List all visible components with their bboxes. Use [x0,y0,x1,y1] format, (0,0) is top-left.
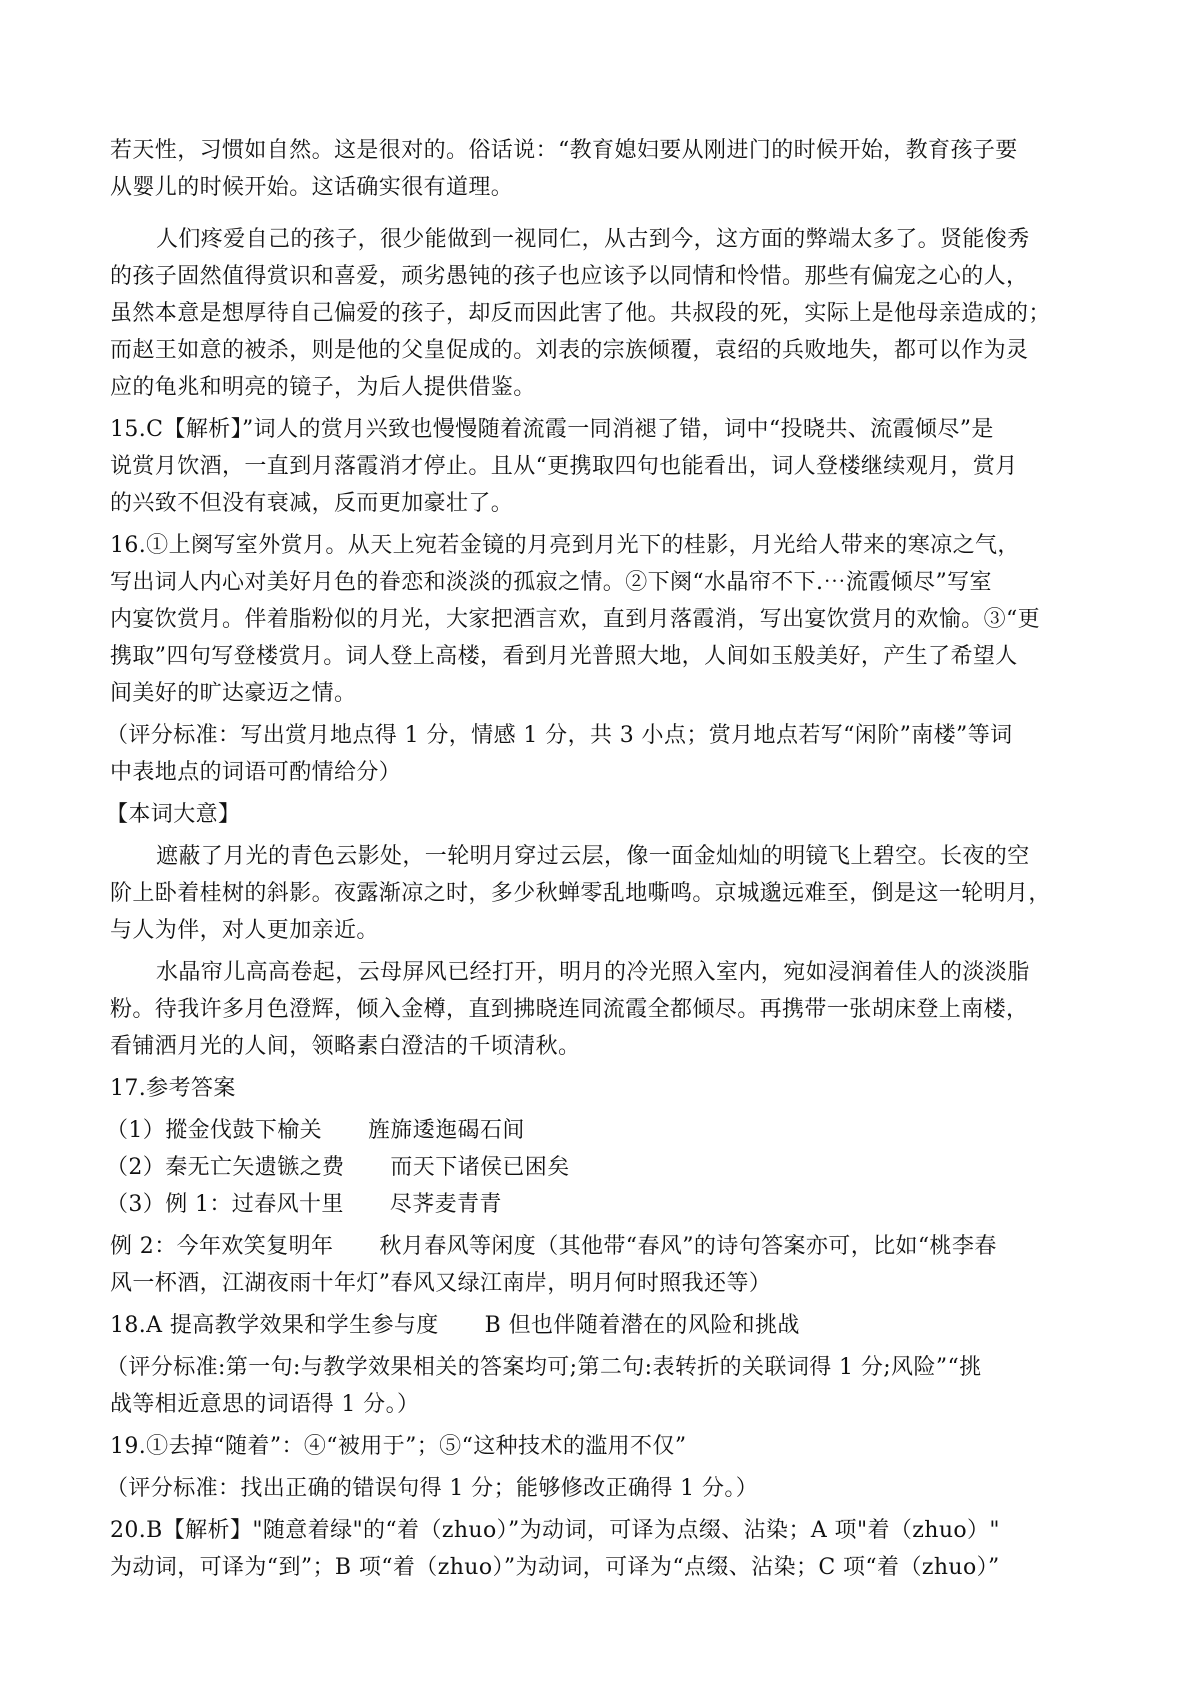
answer-17-item-2-b: 而天下诸侯已困矣 [390,1155,570,1180]
text-line: 若天性，习惯如自然。这是很对的。俗话说：“教育媳妇要从刚进门的时候开始，教育孩子要 [110,138,1018,163]
answer-17-item-1 [106,1117,525,1147]
text-line: 说赏月饮酒，一直到月落霞消才停止。且从“更携取四句也能看出，词人登楼继续观月，赏月 [110,454,1018,479]
answer-17-item-3-a: （3）例 1：过春风十里 [106,1192,344,1217]
answer-17-item-1-b: 旌旆逶迤碣石间 [368,1118,525,1143]
answer-17-example-2 [110,1233,997,1263]
text-line: 而赵王如意的被杀，则是他的父皇促成的。刘表的宗族倾覆，袁绍的兵败地失，都可以作为灵 [110,338,1029,363]
text-line: 看铺洒月光的人间，领略素白澄洁的千顷清秋。 [110,1034,581,1059]
text-line: 内宴饮赏月。伴着脂粉似的月光，大家把酒言欢，直到月落霞消，写出宴饮赏月的欢愉。③“更 [110,607,1041,632]
text-line: 的孩子固然值得赏识和喜爱，顽劣愚钝的孩子也应该予以同情和怜惜。那些有偏宠之心的人， [110,264,1029,289]
answer-19-line: 19.①去掉“随着”：④“被用于”；⑤“这种技术的滥用不仅” [110,1434,687,1459]
answer-17-item-3 [106,1191,502,1221]
text-line: 的兴致不但没有衰减，反而更加豪壮了。 [110,491,514,516]
text-line: 为动词，可译为“到”；B 项“着（zhuo）”为动词，可译为“点缀、沾染；C 项“着（zhuo）” [110,1555,1000,1580]
text-line: 阶上卧着桂树的斜影。夜露渐凉之时，多少秋蝉零乱地嘶鸣。京城邈远难至，倒是这一轮明月， [110,881,1051,906]
answer-17-item-2 [106,1154,570,1184]
answer-17-example-2-b: 秋月春风等闲度（其他带“春风”的诗句答案亦可，比如“桃李春 [379,1234,997,1259]
answer-17-item-2-a: （2）秦无亡矢遗镞之费 [106,1155,345,1180]
answer-17-line: 17.参考答案 [110,1076,236,1101]
answer-20-line: 20.B【解析】"随意着绿"的“着（zhuo）”为动词，可译为点缀、沾染；A 项"着（zhuo）" [110,1518,1000,1543]
section-heading: 【本词大意】 [106,802,241,827]
text-line: 应的龟兆和明亮的镜子，为后人提供借鉴。 [110,375,536,400]
answer-18-line [110,1312,800,1342]
text-line: 战等相近意思的词语得 1 分。） [110,1392,420,1417]
text-line: 人们疼爱自己的孩子，很少能做到一视同仁，从古到今，这方面的弊端太多了。贤能俊秀 [156,227,1030,252]
text-line: 写出词人内心对美好月色的眷恋和淡淡的孤寂之情。②下阕“水晶帘不下.⋯流霞倾尽”写室 [110,570,992,595]
scoring-note: （评分标准:第一句:与教学效果相关的答案均可;第二句:表转折的关联词得 1 分;风险”“挑 [106,1355,982,1380]
text-line: 水晶帘儿高高卷起，云母屏风已经打开，明月的冷光照入室内，宛如浸润着佳人的淡淡脂 [156,960,1030,985]
scoring-note: （评分标准：写出赏月地点得 1 分，情感 1 分，共 3 小点；赏月地点若写“闲阶”南楼”等词 [106,723,1013,748]
scoring-note: （评分标准：找出正确的错误句得 1 分；能够修改正确得 1 分。） [106,1476,759,1501]
answer-17-item-3-b: 尽荠麦青青 [389,1192,502,1217]
text-line: 风一杯酒，江湖夜雨十年灯”春风又绿江南岸，明月何时照我还等） [110,1271,772,1296]
answer-18-b: B 但也伴随着潜在的风险和挑战 [484,1313,800,1338]
text-line: 虽然本意是想厚待自己偏爱的孩子，却反而因此害了他。共叔段的死，实际上是他母亲造成的； [110,301,1051,326]
answer-18-a: 18.A 提高教学效果和学生参与度 [110,1313,439,1338]
text-line: 从婴儿的时候开始。这话确实很有道理。 [110,175,514,200]
answer-17-item-1-a: （1）摐金伐鼓下榆关 [106,1118,322,1143]
text-line: 与人为伴，对人更加亲近。 [110,918,379,943]
text-line: 携取”四句写登楼赏月。词人登上高楼，看到月光普照大地，人间如玉般美好，产生了希望人 [110,644,1018,669]
text-line: 间美好的旷达豪迈之情。 [110,681,357,706]
text-line: 粉。待我许多月色澄辉，倾入金樽，直到拂晓连同流霞全都倾尽。再携带一张胡床登上南楼， [110,997,1029,1022]
answer-17-example-2-a: 例 2：今年欢笑复明年 [110,1234,334,1259]
text-line: 遮蔽了月光的青色云影处，一轮明月穿过云层，像一面金灿灿的明镜飞上碧空。长夜的空 [156,844,1030,869]
text-line: 中表地点的词语可酌情给分） [110,760,402,785]
answer-16-line: 16.①上阕写室外赏月。从天上宛若金镜的月亮到月光下的桂影，月光给人带来的寒凉之气， [110,533,1020,558]
answer-15-line: 15.C【解析】”词人的赏月兴致也慢慢随着流霞一同消褪了错，词中“投晓共、流霞倾尽”是 [110,417,994,442]
